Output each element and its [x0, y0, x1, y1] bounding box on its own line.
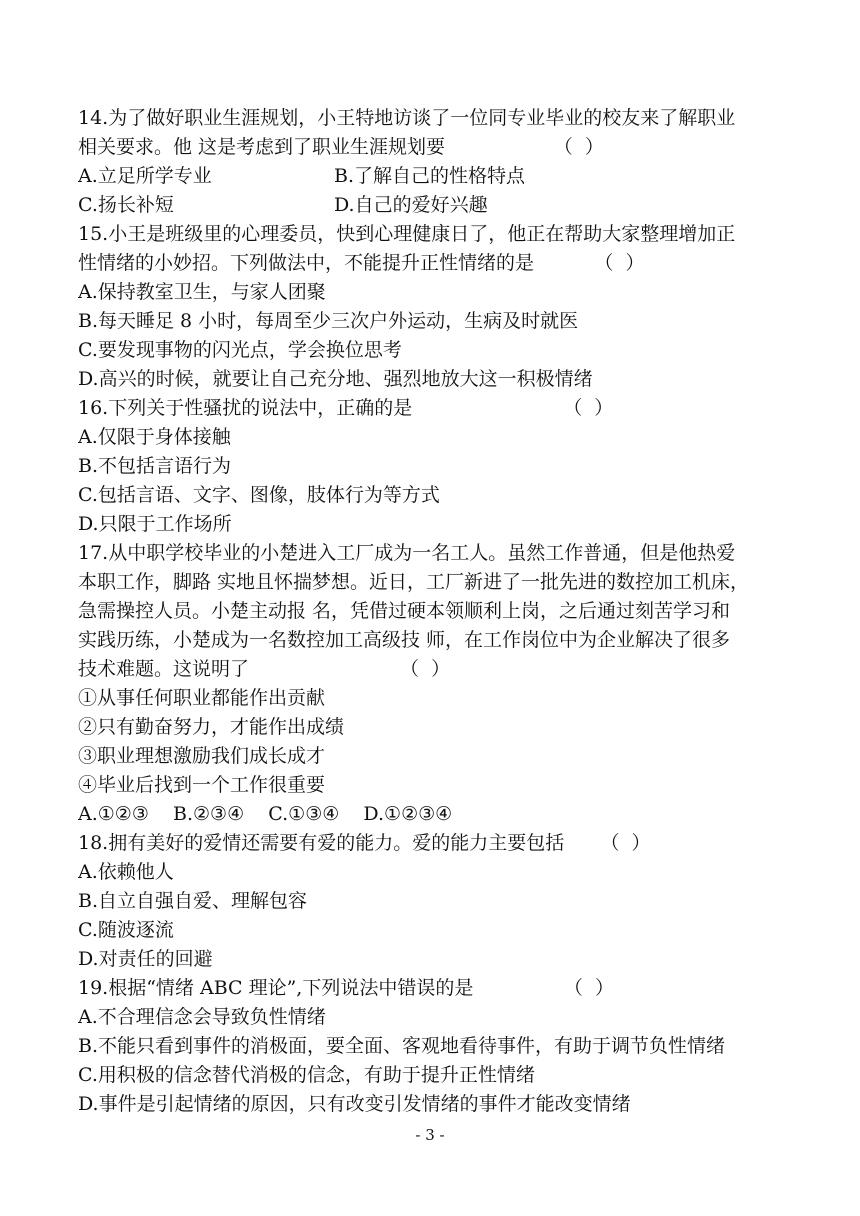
question-stem: 14.为了做好职业生涯规划，小王特地访谈了一位同专业毕业的校友来了解职业	[78, 107, 736, 129]
question-17	[78, 539, 788, 829]
question-stem: 19.根据“情绪 ABC 理论”,下列说法中错误的是 （ ）	[78, 977, 615, 999]
question-stem: 性情绪的小妙招。下列做法中，不能提升正性情绪的是 （ ）	[78, 252, 645, 274]
option-c: C.随波逐流	[78, 919, 174, 941]
question-stem: 相关要求。他 这是考虑到了职业生涯规划要 （ ）	[78, 136, 604, 158]
option-d: D.对责任的回避	[78, 948, 213, 970]
question-stem: 16.下列关于性骚扰的说法中，正确的是 （ ）	[78, 397, 614, 419]
question-stem: 本职工作，脚路 实地且怀揣梦想。近日，工厂新进了一批先进的数控加工机床，	[78, 571, 750, 593]
option-d: D.只限于工作场所	[78, 513, 232, 535]
option-a: A.保持教室卫生，与家人团聚	[78, 281, 326, 303]
option-b: B.不能只看到事件的消极面，要全面、客观地看待事件，有助于调节负性情绪	[78, 1035, 726, 1057]
question-14	[78, 104, 788, 220]
question-15	[78, 220, 788, 394]
option-b: B.不包括言语行为	[78, 455, 232, 477]
option-row	[78, 191, 788, 220]
statement-3: ③职业理想激励我们成长成才	[78, 745, 326, 767]
question-18	[78, 829, 788, 974]
exam-page	[78, 104, 788, 1119]
option-a: A.依赖他人	[78, 861, 174, 883]
question-stem: 15.小王是班级里的心理委员，快到心理健康日了，他正在帮助大家整理增加正	[78, 223, 736, 245]
page-number: - 3 -	[415, 1126, 445, 1144]
statement-4: ④毕业后找到一个工作很重要	[78, 774, 326, 796]
statement-1: ①从事任何职业都能作出贡献	[78, 687, 326, 709]
option-row	[78, 162, 788, 191]
statement-2: ②只有勤奋努力，才能作出成绩	[78, 716, 345, 738]
option-a: A.仅限于身体接触	[78, 426, 231, 448]
option-a: A.不合理信念会导致负性情绪	[78, 1006, 326, 1028]
question-stem: 17.从中职学校毕业的小楚进入工厂成为一名工人。虽然工作普通，但是他热爱	[78, 542, 736, 564]
option-c: C.要发现事物的闪光点，学会换位思考	[78, 339, 402, 361]
option-c: C.包括言语、文字、图像，肢体行为等方式	[78, 484, 440, 506]
question-stem: 18.拥有美好的爱情还需要有爱的能力。爱的能力主要包括 （ ）	[78, 832, 651, 854]
question-19	[78, 974, 788, 1119]
option-d: D.高兴的时候，就要让自己充分地、强烈地放大这一积极情绪	[78, 368, 593, 390]
option-b: B.了解自己的性格特点	[334, 165, 526, 187]
option-c: C.用积极的信念替代消极的信念，有助于提升正性情绪	[78, 1064, 535, 1086]
question-stem: 实践历练，小楚成为一名数控加工高级技 师，在工作岗位中为企业解决了很多	[78, 629, 731, 651]
option-row: A.①②③ B.②③④ C.①③④ D.①②③④	[78, 803, 453, 825]
option-b: B.每天睡足 8 小时，每周至少三次户外运动，生病及时就医	[78, 310, 579, 332]
option-d: D.自己的爱好兴趣	[334, 194, 488, 216]
option-a: A.立足所学专业	[78, 165, 212, 187]
option-b: B.自立自强自爱、理解包容	[78, 890, 308, 912]
question-stem: 急需操控人员。小楚主动报 名，凭借过硬本领顺利上岗，之后通过刻苦学习和	[78, 600, 731, 622]
option-c: C.扬长补短	[78, 194, 174, 216]
option-d: D.事件是引起情绪的原因，只有改变引发情绪的事件才能改变情绪	[78, 1093, 631, 1115]
question-stem: 技术难题。这说明了 （ ）	[78, 658, 451, 680]
question-16	[78, 394, 788, 539]
